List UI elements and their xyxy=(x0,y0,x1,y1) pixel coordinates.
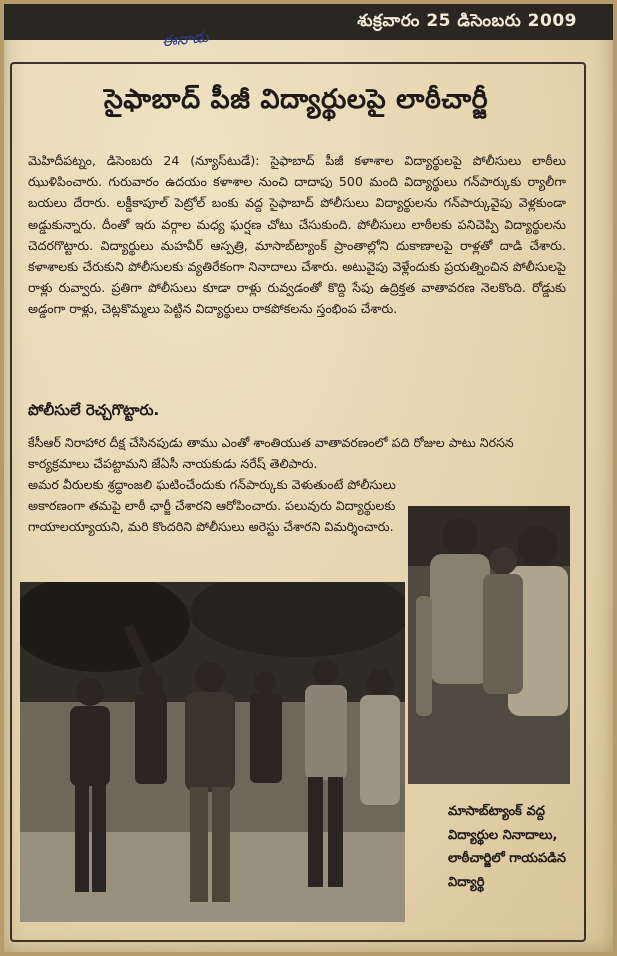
article-headline: సైఫాబాద్ పీజీ విద్యార్థులపై లాఠీచార్జీ xyxy=(103,84,489,115)
dateline: శుక్రవారం 25 డిసెంబరు 2009 xyxy=(357,11,577,31)
article-body-continued: కేసీఆర్ నిరాహార దీక్ష చేసినపుడు తాము ఎంతో శాంతియుత వాతావరణంలో పది రోజుల పాటు నిరసన కార్యక్రమాలు చేపట్టామని జేఏసీ నాయకుడు నరేష్ తెలిపారు. xyxy=(28,435,514,472)
injured-student-photo xyxy=(408,506,570,784)
masthead-bar xyxy=(4,4,613,40)
article-body-final: అమర వీరులకు శ్రద్ధాంజలి ఘటించేందుకు గన్‌పార్కుకు వెళుతుంటే పోలీసులు అకారణంగా తమపై లాఠీ ఛార్జీ చేశారని ఆరోపించారు. పలువురు విద్యార్థులకు గాయాలయ్యాయని, మరి కొందరిని పోలీసులు అరెస్టు చేశారని విమర్శించారు. xyxy=(28,477,396,535)
protest-photo-image xyxy=(20,582,405,922)
photo-caption: మాసాబ్‌ట్యాంక్ వద్ద విద్యార్థుల నినాదాలు, లాఠీచార్జిలో గాయపడిన విద్యార్థి xyxy=(448,804,566,890)
article-body: మెహిదీపట్నం, డిసెంబరు 24 (న్యూస్‌టుడే): సైఫాబాద్ పీజీ కళాశాల విద్యార్థులపై పోలీసులు లాఠీలు ఝుళిపించారు. గురువారం ఉదయం కళాశాల నుంచి దాదాపు 500 మంది విద్యార్థులు గన్‌పార్కుకు ర్యాలీగా బయలు దేరారు. లక్డీకాపూల్ పెట్రోల్ బంకు వద్ద సైఫాబాద్ పోలీసులు విద్యార్థులను గన్‌పార్కువైపు వెళ్లకుండా అడ్డుకున్నారు. దీంతో ఇరు వర్గాల మధ్య ఘర్షణ చోటు చేసుకుంది. పోలీసులు లాఠీలకు పనిచెప్పి విద్యార్థులను చెదరగొట్టారు. విద్యార్థులు మహవీర్ ఆస్పత్రి, మాసాబ్‌ట్యాంక్ ప్రాంతాల్లోని దుకాణాలపై రాళ్లతో దాడి చేశారు. కళాశాలకు చేరుకుని పోలీసులకు వ్యతిరేకంగా నినాదాలు చేశారు. అటువైపు వెళ్లేందుకు ప్రయత్నించిన పోలీసులపై రాళ్లు రువ్వారు. ప్రతిగా పోలీసులు కూడా రాళ్లు రువ్వడంతో కొద్ది సేపు ఉద్రిక్తత వాతావరణ నెలకొంది. రోడ్డుకు అడ్డంగా రాళ్లు, చెట్లకొమ్మలు పెట్టిన విద్యార్థులు రాకపోకలను స్తంభింప చేశారు. xyxy=(28,153,566,317)
handwritten-note: ఈనాడు xyxy=(160,27,210,51)
injured-student-photo-image xyxy=(408,506,570,784)
article-subheading: పోలీసులే రెచ్చగొట్టారు. xyxy=(28,401,160,419)
protest-photo xyxy=(20,582,405,922)
